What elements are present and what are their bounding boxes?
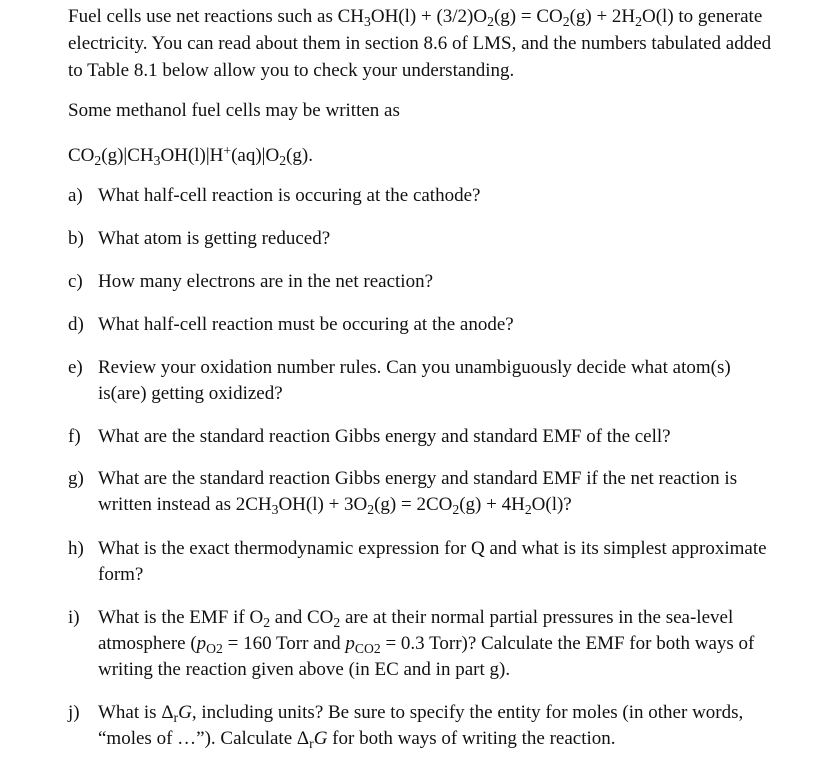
question-label: e) (68, 357, 83, 378)
cell-lead-text: Some methanol fuel cells may be written as (68, 100, 400, 121)
question-text: How many electrons are in the net reaction? (98, 271, 433, 292)
question-label: d) (68, 314, 84, 335)
question-text: What is the EMF if $O_2$ and $CO_2$ are at their normal partial pressures in the sea-level atmosphere ($p_{O2} = 160$ Torr and $p_{CO2} = 0.3$ Torr)? Calculate the EMF for both ways of writing the reaction given above (in EC and in part g). (98, 607, 755, 680)
question-text: What are the standard reaction Gibbs energy and standard EMF of the cell? (98, 426, 671, 447)
question-text: Review your oxidation number rules. Can you unambiguously decide what atom(s) is(are) getting oxidized? (98, 357, 731, 404)
question-label: g) (68, 468, 84, 489)
cell-notation: $CO_2(g)|CH_3OH(l)|H^+(aq)|O_2(g)$. (68, 142, 313, 168)
intro-paragraph: Fuel cells use net reactions such as $CH_3OH(l) + (3/2)O_2(g) = CO_2(g) + 2H_2O(l)$ to generate electricity. You can read about them in section 8.6 of LMS, and the numbers tabulated added to Table 8.1 below allow you to check your understanding. (68, 6, 772, 81)
question-text: What half-cell reaction must be occuring at the anode? (98, 314, 514, 335)
question-label: j) (68, 702, 80, 723)
question-label: f) (68, 426, 81, 447)
question-label: a) (68, 185, 83, 206)
question-label: c) (68, 271, 83, 292)
question-label: i) (68, 607, 80, 628)
question-text: What is $\Delta_rG$, including units? Be sure to specify the entity for moles (in other words, “moles of …”). Calculate $\Delta_rG$ for both ways of writing the reaction. (98, 702, 744, 751)
question-label: h) (68, 538, 84, 559)
question-text: What are the standard reaction Gibbs energy and standard EMF if the net reaction is written instead as $2CH_3OH(l) + 3O_2(g) = 2CO_2(g) + 4H_2O(l)$? (98, 468, 738, 517)
question-text: What half-cell reaction is occuring at the cathode? (98, 185, 481, 206)
question-text: What atom is getting reduced? (98, 228, 331, 249)
question-text: What is the exact thermodynamic expression for Q and what is its simplest approximate form? (98, 538, 767, 585)
question-label: b) (68, 228, 84, 249)
